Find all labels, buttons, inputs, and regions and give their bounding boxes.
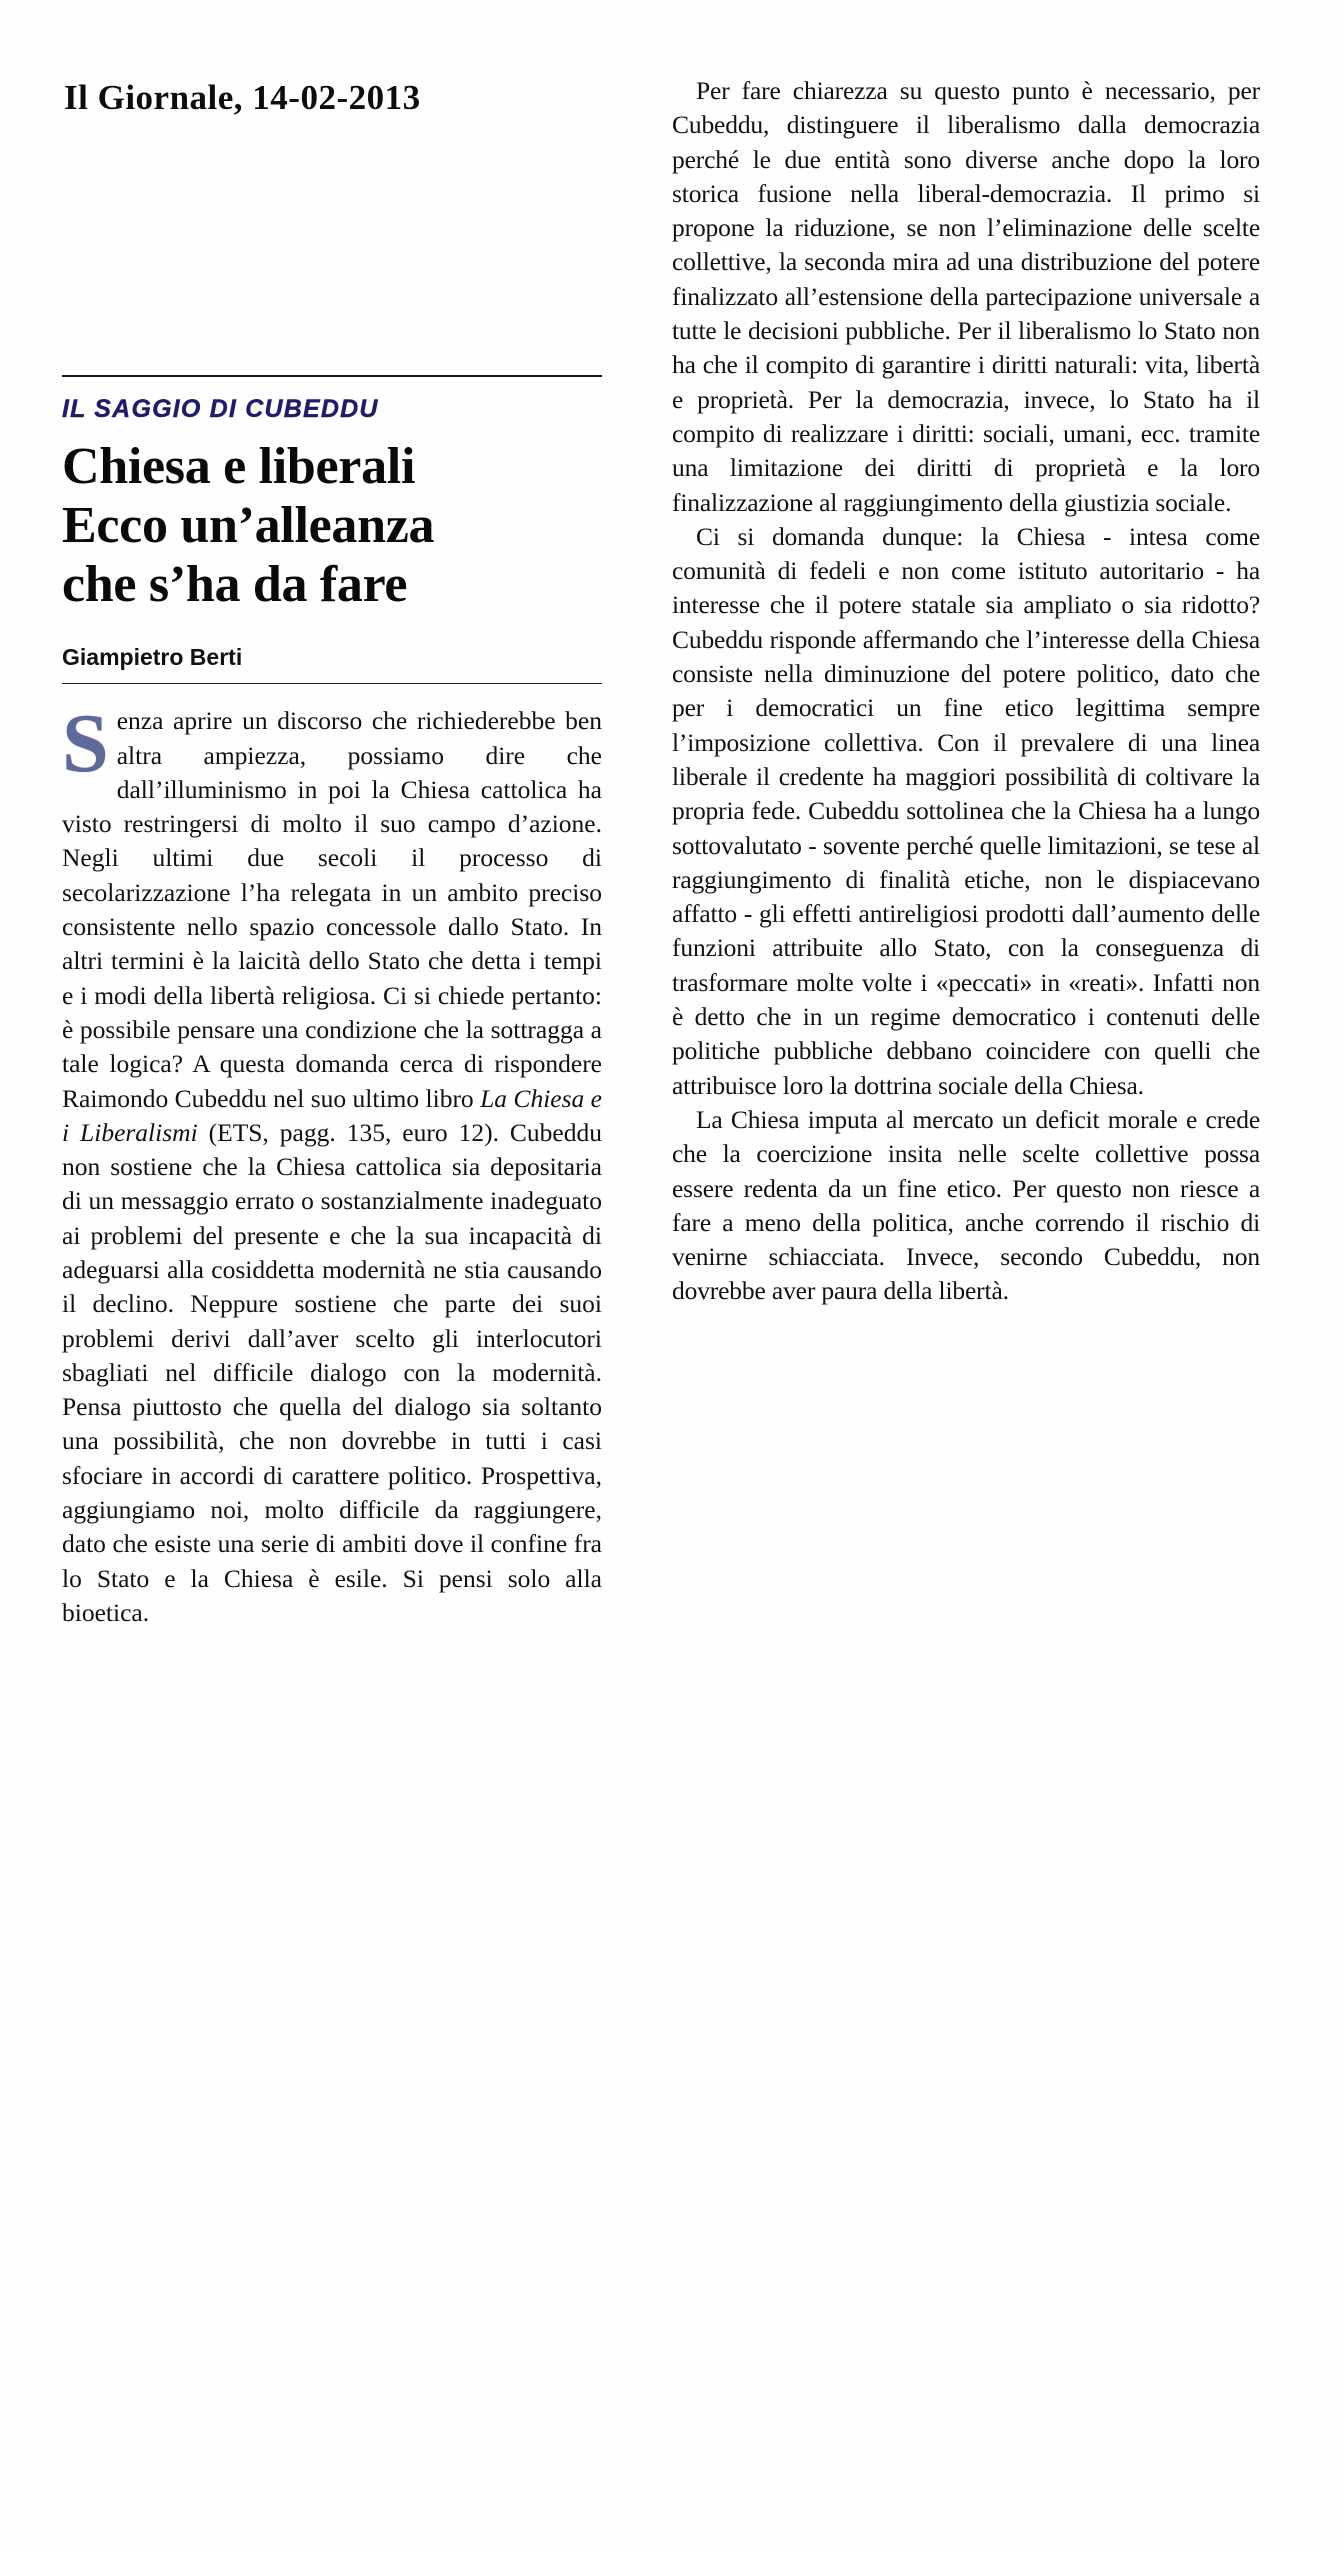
top-rule: [62, 375, 602, 377]
paragraph-text-continued: (ETS, pagg. 135, euro 12). Cubeddu non sostiene che la Chiesa cattolica sia depositaria di un messaggio errato o sostanzialmente inadeguato ai problemi del presente e che la sua incapacità di adeguarsi alla cosiddetta modernità ne stia causando il declino. Neppure sostiene che parte dei suoi problemi derivi dall’aver scelto gli interlocutori sbagliati nel difficile dialogo con la modernità. Pensa piuttosto che quella del dialogo sia soltanto una possibilità, che non dovrebbe in tutti i casi sfociare in accordi di carattere politico. Prospettiva, aggiungiamo noi, molto difficile da raggiungere, dato che esiste una serie di ambiti dove il confine fra lo Stato e la Chiesa è esile. Si pensi solo alla bioetica.: [62, 1117, 602, 1627]
left-column-body: [62, 697, 602, 1630]
paragraph: La Chiesa imputa al mercato un deficit morale e crede che la coercizione insita nelle scelte collettive possa essere redenta da un fine etico. Per questo non riesce a fare a meno della politica, anche correndo il rischio di venirne schiacciata. Invece, secondo Cubeddu, non dovrebbe aver paura della libertà.: [672, 1104, 1260, 1306]
masthead-publication-date: Il Giornale, 14-02-2013: [64, 78, 421, 117]
paragraph-text: enza aprire un discorso che richiederebbe ben altra ampiezza, possiamo dire che dall’illuminismo in poi la Chiesa cattolica ha visto restringersi di molto il suo campo d’azione. Negli ultimi due secoli il processo di secolarizzazione l’ha relegata in un ambito preciso consistente nello spazio concessole dallo Stato. In altri termini è la laicità dello Stato che detta i tempi e i modi della libertà religiosa. Ci si chiede pertanto: è possibile pensare una condizione che la sottragga a tale logica? A questa domanda cerca di rispondere Raimondo Cubeddu nel suo ultimo libro: [62, 706, 602, 1113]
right-column-body: [672, 74, 1260, 1309]
headline-line-1: Chiesa e liberali: [62, 438, 416, 495]
article-headline: [62, 438, 602, 614]
headline-line-2: Ecco un’alleanza: [62, 496, 435, 554]
left-column: [62, 375, 602, 1630]
paragraph: Ci si domanda dunque: la Chiesa - intesa come comunità di fedeli e non come istituto autoritario - ha interesse che il potere statale sia ampliato o sia ridotto? Cubeddu risponde affermando che l’interesse della Chiesa consiste nella diminuzione del potere politico, dato che per i democratici un fine etico legittima sempre l’imposizione collettiva. Con il prevalere di una linea liberale il credente ha maggiori possibilità di coltivare la propria fede. Cubeddu sottolinea che la Chiesa ha a lungo sottovalutato - sovente perché quelle limitazioni, se tese al raggiungimento di finalità etiche, non le dispiacevano affatto - gli effetti antireligiosi prodotti dall’aumento delle funzioni attribuite allo Stato, con la conseguenza di trasformare molte volte i «peccati» in «reati». Infatti non è detto che in un regime democratico i contenuti delle politiche pubbliche debbano coincidere con quelli che attribuisce loro la dottrina sociale della Chiesa.: [672, 521, 1260, 1100]
paragraph: Per fare chiarezza su questo punto è necessario, per Cubeddu, distinguere il liberalismo dalla democrazia perché le due entità sono diverse anche dopo la loro storica fusione nella liberal-democrazia. Il primo si propone la riduzione, se non l’eliminazione delle scelte collettive, la seconda mira ad una distribuzione del potere finalizzato all’estensione della partecipazione universale a tutte le decisioni pubbliche. Per il liberalismo lo Stato non ha che il compito di garantire i diritti naturali: vita, libertà e proprietà. Per la democrazia, invece, lo Stato ha il compito di realizzare i diritti: sociali, umani, ecc. tramite una limitazione dei diritti di proprietà e la loro finalizzazione al raggiungimento della giustizia sociale.: [672, 76, 1260, 517]
article-byline: Giampietro Berti: [62, 644, 243, 671]
book-title: La Chiesa e i Liberalismi: [62, 1083, 602, 1147]
paragraph: [62, 697, 602, 1630]
drop-cap: S: [62, 697, 109, 791]
right-column: [672, 74, 1260, 1309]
headline-line-3: che s’ha da fare: [62, 555, 408, 613]
article-kicker: IL SAGGIO DI CUBEDDU: [62, 395, 379, 423]
byline-rule: [62, 683, 602, 684]
